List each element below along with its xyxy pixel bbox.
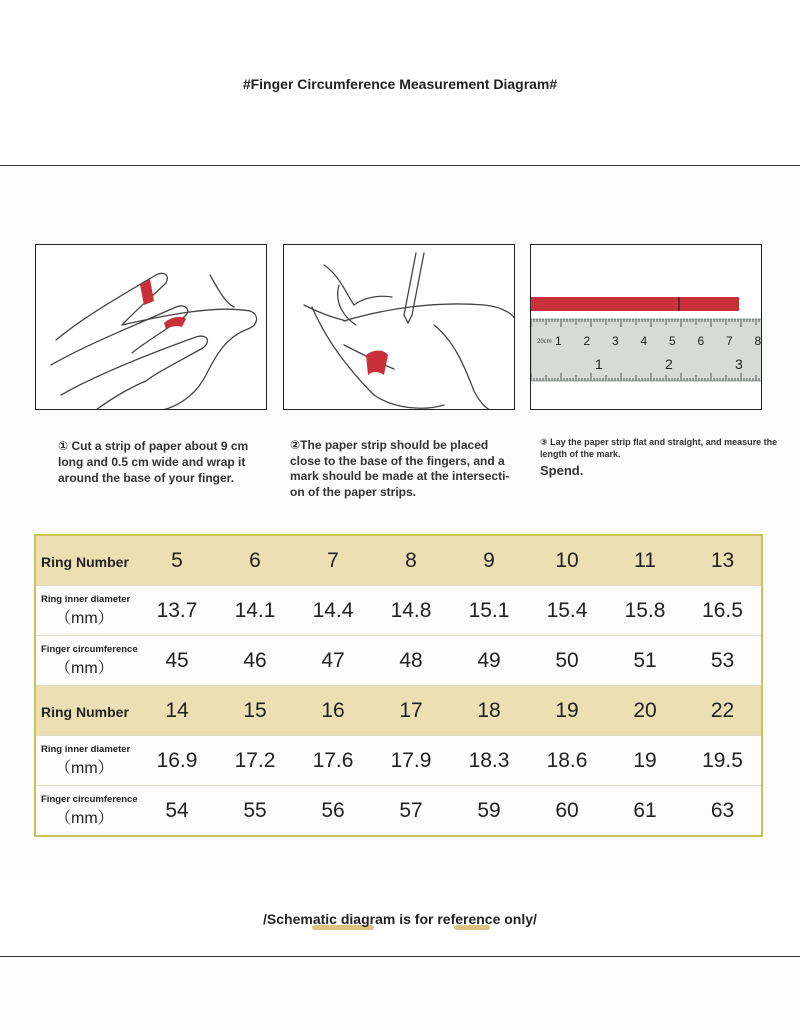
table-cell: 56	[294, 786, 372, 837]
table-cell: 9	[450, 535, 528, 586]
table-cell: 15.1	[450, 586, 528, 636]
top-divider	[0, 165, 800, 166]
step2-illustration	[283, 244, 515, 410]
table-cell: 63	[684, 786, 762, 837]
step3-ruler-illustration	[530, 244, 762, 410]
ruler-bottom-number: 2	[665, 356, 673, 372]
table-cell: 6	[216, 535, 294, 586]
step3-extra: Spend.	[540, 463, 584, 478]
table-cell: 10	[528, 535, 606, 586]
table-cell: 16.9	[138, 736, 216, 786]
table-cell: 17	[372, 686, 450, 736]
ruler-top-number: 3	[612, 334, 619, 348]
ruler-bottom-number: 1	[595, 356, 603, 372]
table-cell: 13.7	[138, 586, 216, 636]
row-unit: （mm）	[55, 609, 114, 627]
table-row	[35, 535, 762, 586]
ruler-top-number: 5	[669, 334, 676, 348]
table-row	[35, 736, 762, 786]
ruler-top-number: 4	[640, 334, 648, 348]
table-cell: 17.2	[216, 736, 294, 786]
ruler-top-number: 6	[697, 334, 705, 348]
red-strip-ring	[366, 351, 388, 376]
table-cell: 61	[606, 786, 684, 837]
table-cell: 14.1	[216, 586, 294, 636]
row-label	[35, 736, 138, 786]
row-label-text: Ring Number	[41, 703, 129, 720]
table-cell: 11	[606, 535, 684, 586]
step1-illustration	[35, 244, 267, 410]
hand-wrap-strip-icon	[36, 245, 267, 410]
row-label-text: Finger circumference	[41, 643, 138, 655]
table-cell: 19.5	[684, 736, 762, 786]
table-cell: 15.4	[528, 586, 606, 636]
table-row	[35, 786, 762, 837]
table-cell: 14.8	[372, 586, 450, 636]
table-cell: 59	[450, 786, 528, 837]
table-cell: 18	[450, 686, 528, 736]
bottom-divider	[0, 956, 800, 957]
red-paper-strip	[531, 297, 739, 311]
row-label	[35, 636, 138, 686]
row-unit: （mm）	[55, 759, 114, 777]
table-cell: 17.9	[372, 736, 450, 786]
ruler-top-number: 1	[555, 334, 562, 348]
table-cell: 60	[528, 786, 606, 837]
table-cell: 13	[684, 535, 762, 586]
row-unit: （mm）	[55, 659, 114, 677]
table-cell: 55	[216, 786, 294, 837]
ring-size-table	[34, 534, 763, 837]
table-cell: 46	[216, 636, 294, 686]
table-cell: 51	[606, 636, 684, 686]
page-title: #Finger Circumference Measurement Diagram#	[242, 76, 558, 92]
table-cell: 50	[528, 636, 606, 686]
table-cell: 16.5	[684, 586, 762, 636]
row-unit: （mm）	[55, 809, 114, 827]
ruler-top-number: 2	[583, 334, 591, 348]
table-cell: 15.8	[606, 586, 684, 636]
table-cell: 17.6	[294, 736, 372, 786]
table-cell: 5	[138, 535, 216, 586]
table-cell: 18.6	[528, 736, 606, 786]
table-cell: 20	[606, 686, 684, 736]
table-cell: 7	[294, 535, 372, 586]
ruler-top-number: 7	[726, 334, 733, 348]
pen-mark-icon	[284, 245, 515, 410]
table-cell: 22	[684, 686, 762, 736]
table-cell: 8	[372, 535, 450, 586]
ruler-top-number: 8	[754, 334, 762, 348]
row-label	[35, 786, 138, 837]
step2-instruction: ②The paper strip should be placed close to the base of the fingers, and a mark should be made at the intersecti-on of the paper strips.	[290, 438, 510, 499]
table-cell: 49	[450, 636, 528, 686]
row-label-text: Ring Number	[41, 553, 129, 570]
table-row	[35, 636, 762, 686]
row-label	[35, 586, 138, 636]
table-cell: 57	[372, 786, 450, 837]
row-label	[35, 686, 138, 736]
table-row	[35, 686, 762, 736]
table-cell: 14	[138, 686, 216, 736]
step3-instruction: ③ Lay the paper strip flat and straight, and measure the length of the mark.	[540, 437, 778, 459]
table-cell: 15	[216, 686, 294, 736]
table-row	[35, 586, 762, 636]
table-cell: 45	[138, 636, 216, 686]
step1-instruction: ① Cut a strip of paper about 9 cm long and 0.5 cm wide and wrap it around the base of your finger.	[58, 439, 249, 485]
table-cell: 53	[684, 636, 762, 686]
ruler-bottom-number: 3	[735, 356, 743, 372]
table-cell: 14.4	[294, 586, 372, 636]
table-cell: 47	[294, 636, 372, 686]
row-label-text: Ring inner diameter	[41, 593, 131, 605]
row-label	[35, 535, 138, 586]
table-cell: 18.3	[450, 736, 528, 786]
footer-note: /Schematic diagram is for reference only/	[263, 911, 537, 927]
row-label-text: Finger circumference	[41, 793, 138, 805]
ruler-unit-label: 20cm	[537, 339, 552, 345]
table-cell: 16	[294, 686, 372, 736]
table-cell: 19	[606, 736, 684, 786]
ruler-icon	[531, 245, 762, 410]
table-cell: 54	[138, 786, 216, 837]
table-cell: 48	[372, 636, 450, 686]
row-label-text: Ring inner diameter	[41, 743, 131, 755]
table-cell: 19	[528, 686, 606, 736]
